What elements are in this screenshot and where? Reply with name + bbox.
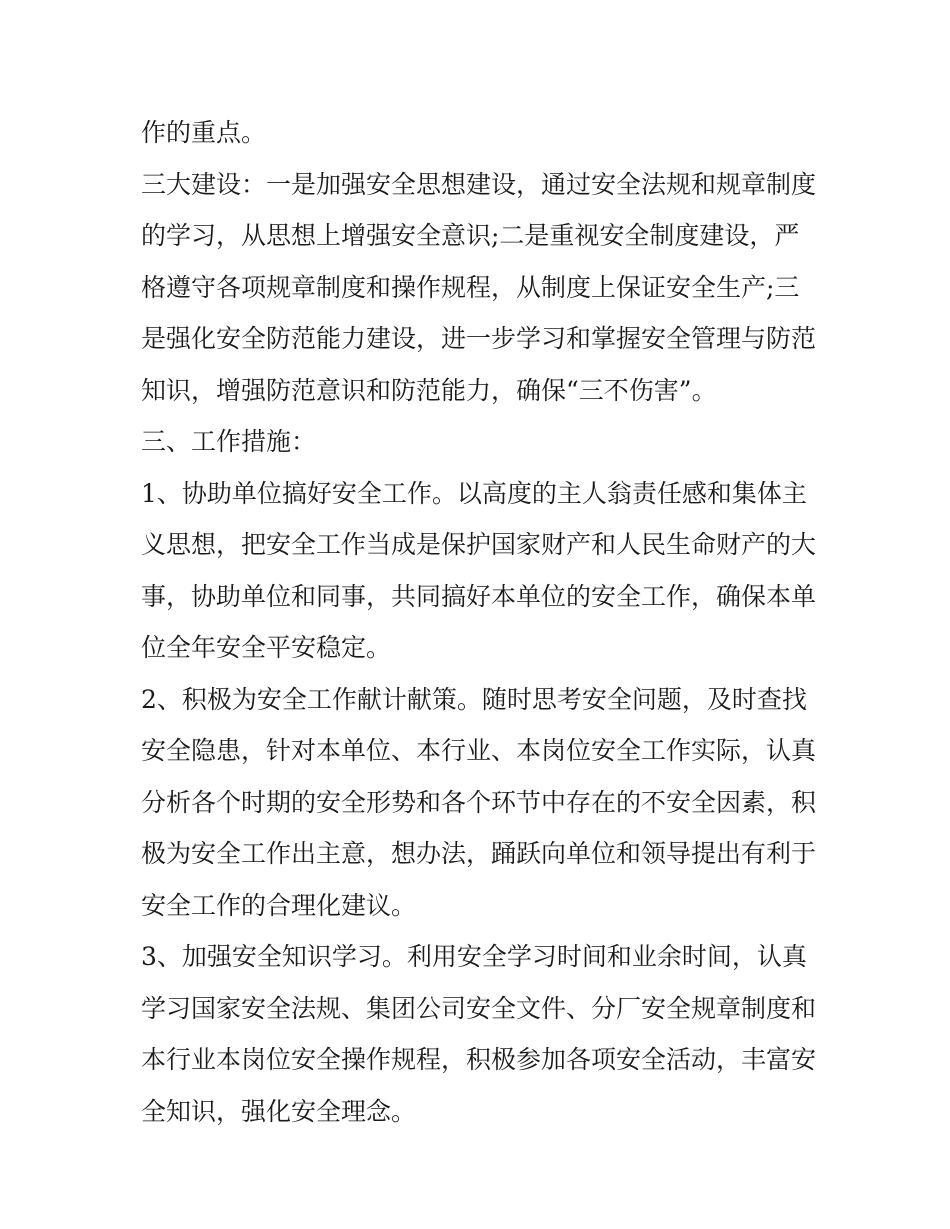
text-line: 是强化安全防范能力建设，进一步学习和掌握安全管理与防范 (141, 324, 817, 353)
list-item-2 (141, 674, 821, 932)
text-line: 学习国家安全法规、集团公司安全文件、分厂安全规章制度和 (141, 993, 817, 1023)
text-line: 3、加强安全知识学习。利用安全学习时间和业余时间，认真 (141, 942, 807, 971)
text-line: 本行业本岗位安全操作规程，积极参加各项安全活动，丰富安 (141, 1045, 817, 1074)
section-heading: 三、工作措施： (141, 427, 317, 456)
list-item-3 (141, 931, 821, 1137)
document-body (141, 107, 821, 1137)
text-line: 全知识，强化安全理念。 (141, 1096, 417, 1126)
text-line: 极为安全工作出主意，想办法，踊跃向单位和领导提出有利于 (141, 839, 817, 868)
paragraph-three-constructions (141, 159, 821, 417)
paragraph-continuation (141, 107, 821, 159)
text-line: 的学习，从思想上增强安全意识;二是重视安全制度建设，严 (141, 221, 800, 250)
text-line: 分析各个时期的安全形势和各个环节中存在的不安全因素，积 (141, 787, 817, 817)
text-line: 事，协助单位和同事，共同搞好本单位的安全工作，确保本单 (141, 581, 817, 611)
list-item-1 (141, 468, 821, 674)
text-line: 安全隐患，针对本单位、本行业、本岗位安全工作实际，认真 (141, 736, 817, 765)
text-line: 1、协助单位搞好安全工作。以高度的主人翁责任感和集体主 (141, 478, 807, 508)
text-line: 作的重点。 (141, 118, 267, 147)
section-heading-work-measures (141, 416, 821, 468)
text-line: 格遵守各项规章制度和操作规程，从制度上保证安全生产;三 (141, 272, 800, 302)
text-line: 义思想，把安全工作当成是保护国家财产和人民生命财产的大 (141, 530, 817, 559)
text-line: 三大建设：一是加强安全思想建设，通过安全法规和规章制度 (141, 169, 817, 199)
text-line: 安全工作的合理化建议。 (141, 890, 417, 920)
text-line: 2、积极为安全工作献计献策。随时思考安全问题，及时查找 (141, 684, 807, 714)
text-line: 知识，增强防范意识和防范能力，确保“三不伤害”。 (141, 375, 717, 405)
text-line: 位全年安全平安稳定。 (141, 633, 392, 662)
